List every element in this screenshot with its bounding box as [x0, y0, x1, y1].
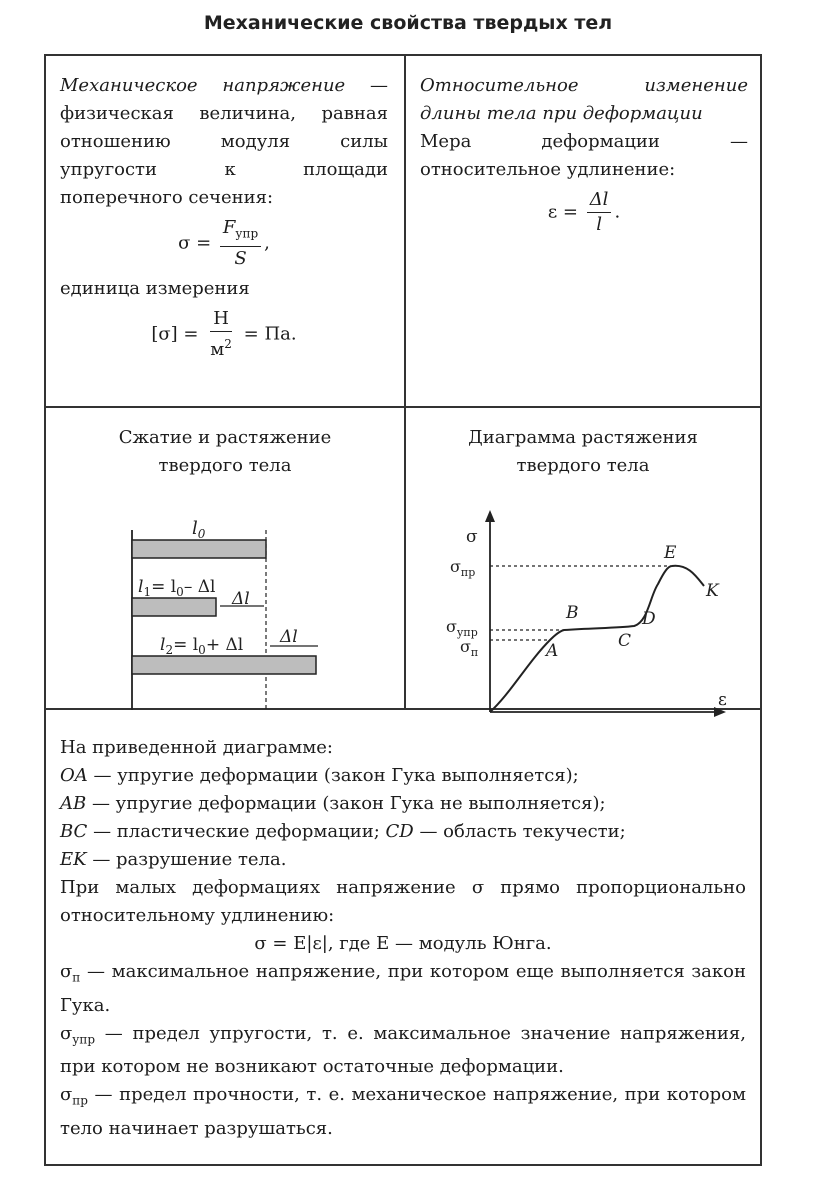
diagram-title: [406, 424, 760, 480]
unit-denominator-sup: 2: [224, 336, 232, 351]
diagram-title-line2: твердого тела: [516, 455, 650, 476]
stress-strain-diagram: [406, 480, 760, 720]
strain-term: Относительное изменение длины тела при деформации: [420, 75, 748, 124]
rod-compressed: [132, 598, 216, 616]
stress-strain-curve: [490, 566, 704, 712]
stress-formula-lhs: σ =: [178, 232, 212, 254]
compression-title: [46, 424, 404, 480]
explanation-bc-cd: BC — пластические деформации; CD — область текучести;: [60, 821, 626, 842]
stress-cell: [60, 72, 388, 366]
stress-denominator: S: [234, 247, 247, 269]
unit-lhs: [σ] =: [151, 323, 199, 345]
y-axis-arrow: [485, 510, 495, 522]
axis-epsilon-label: ε: [718, 690, 727, 710]
label-l0: $l_0$: [192, 518, 206, 541]
unit-formula: [60, 307, 388, 362]
info-table: [44, 54, 762, 1166]
strain-denominator: l: [596, 214, 602, 235]
compression-title-line2: твердого тела: [158, 455, 292, 476]
unit-denominator: м: [210, 338, 225, 360]
stress-fraction: [220, 216, 261, 271]
stress-term: Механическое напряжение: [60, 75, 346, 96]
label-l1: $l_1= l_0-$ Δl: [138, 577, 216, 599]
diagram-title-line1: Диаграмма растяжения: [468, 427, 698, 448]
page-title: Механические свойства твердых тел: [203, 12, 613, 34]
point-d-label: D: [642, 609, 656, 629]
point-b-label: B: [566, 603, 579, 623]
rod-original: [132, 540, 266, 558]
label-delta-l-right: Δl: [280, 627, 298, 647]
point-e-label: E: [664, 543, 677, 563]
stress-definition: [60, 72, 388, 212]
sigma-p-label: $\sigma_п$: [460, 637, 479, 659]
sigma-pr-label: $\sigma_{пр}$: [450, 557, 476, 579]
explanation-intro: На приведенной диаграмме:: [60, 737, 333, 758]
explanation-ab: AB — упругие деформации (закон Гука не выполняется);: [60, 793, 606, 814]
unit-numerator: Н: [210, 307, 232, 332]
unit-label: единица измерения: [60, 277, 250, 299]
explanation-hooke-formula: σ = E|ε|, где E — модуль Юнга.: [254, 933, 552, 954]
explanation-sigma-pr: $\sigma_{пр}$ — предел прочности, т. е. механическое напряжение, при котором тело начинает разрушаться.: [60, 1084, 746, 1139]
stress-formula-tail: ,: [264, 232, 270, 254]
stress-numerator-sub: упр: [235, 226, 259, 241]
compression-cell: [46, 408, 404, 729]
sigma-upr-label: $\sigma_{упр}$: [446, 617, 478, 639]
strain-formula-lhs: ε =: [547, 201, 578, 223]
diagram-cell: [406, 408, 760, 729]
strain-fraction: [587, 188, 612, 237]
point-a-label: A: [546, 641, 559, 661]
unit-fraction: [207, 307, 235, 362]
explanation-sigma-p: $\sigma_п$ — максимальное напряжение, при котором еще выполняется закон Гука.: [60, 961, 746, 1016]
explanation-sigma-upr: $\sigma_{упр}$ — предел упругости, т. е. максимальное значение напряжения, при котором не возникают остаточные деформации.: [60, 1022, 746, 1078]
axis-sigma-label: σ: [466, 527, 478, 547]
strain-formula: [420, 188, 748, 237]
explanation-hooke-intro: При малых деформациях напряжение σ прямо пропорционально относительному удлинению:: [60, 877, 746, 926]
compression-figure: [46, 480, 404, 720]
strain-cell: [420, 72, 748, 241]
strain-formula-tail: .: [614, 201, 621, 223]
label-delta-l-left: Δl: [232, 589, 250, 609]
rod-stretched: [132, 656, 316, 674]
unit-rhs: = Па.: [243, 323, 297, 345]
explanation-cell: [60, 734, 746, 1143]
compression-title-line1: Сжатие и растяжение: [118, 427, 332, 448]
stress-definition-text: — физическая величина, равная отношению модуля силы упругости к площади поперечного сечения:: [60, 75, 388, 208]
stress-formula: [60, 216, 388, 271]
strain-numerator: Δl: [587, 188, 612, 213]
strain-definition: Мера деформации — относительное удлинение:: [420, 131, 748, 180]
explanation-ek: EK — разрушение тела.: [60, 849, 287, 870]
point-k-label: K: [706, 581, 719, 601]
label-l2: $l_2= l_0+ \Delta l$: [160, 635, 244, 657]
point-c-label: C: [618, 631, 632, 651]
explanation-oa: OA — упругие деформации (закон Гука выполняется);: [60, 765, 579, 786]
stress-numerator: F: [222, 217, 236, 238]
